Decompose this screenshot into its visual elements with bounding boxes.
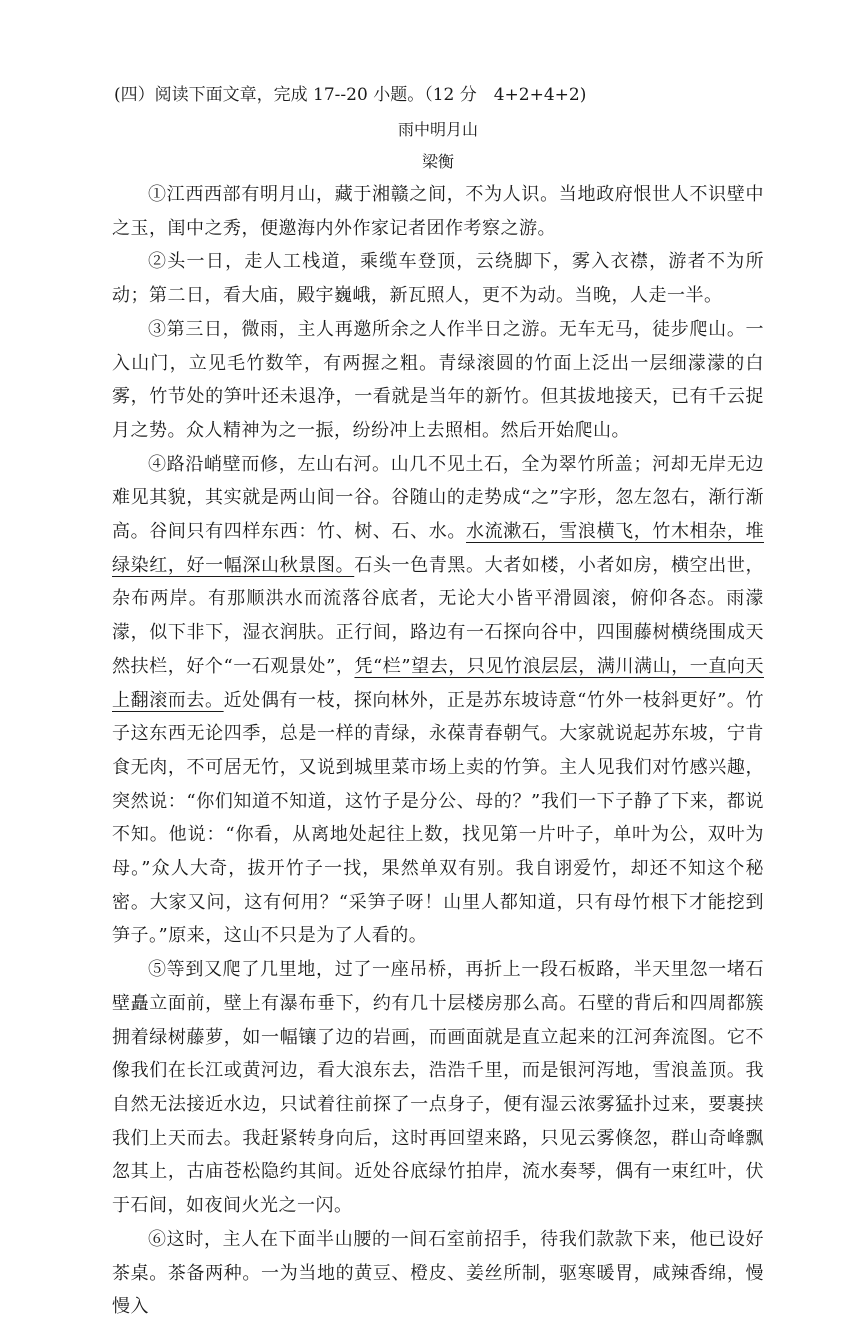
paragraph-text: ①江西西部有明月山，藏于湘赣之间，不为人识。当地政府恨世人不识壁中之玉，闺中之秀，便邀海内外作家记者团作考察之游。 bbox=[112, 184, 764, 239]
underlined-sentence: 凭“栏”望去，只见竹浪层层，满川满山，一直向天上翻滚而去。 bbox=[112, 655, 764, 711]
question-header: (四）阅读下面文章，完成 17--20 小题。（12 分 4+2+4+2) bbox=[114, 85, 587, 105]
paragraph-text: ③第三日，微雨，主人再邀所余之人作半日之游。无车无马，徒步爬山。一入山门，立见毛竹数竿，有两握之粗。青绿滚圆的竹面上泛出一层细濛濛的白雾，竹节处的笋叶还未退净，一看就是当年的新竹。但其拔地接天，已有千云捉月之势。众人精神为之一振，纷纷冲上去照相。然后开始爬山。 bbox=[112, 318, 764, 441]
paragraph-3 bbox=[112, 313, 764, 448]
article-body bbox=[112, 178, 764, 1324]
paragraph-4 bbox=[112, 448, 764, 954]
paragraph-text: ②头一日，走人工栈道，乘缆车登顶，云绕脚下，雾入衣襟，游者不为所动；第二日，看大庙，殿宇巍峨，新瓦照人，更不为动。当晚，人走一半。 bbox=[112, 251, 764, 307]
article-title: 雨中明月山 bbox=[397, 120, 478, 139]
paragraph-text: ⑥这时，主人在下面半山腰的一间石室前招手，待我们款款下来，他已设好茶桌。茶备两种。一为当地的黄豆、橙皮、姜丝所制，驱寒暖胃，咸辣香绵，慢慢入 bbox=[112, 1228, 764, 1318]
paragraph-1 bbox=[112, 178, 764, 245]
paragraph-text: ④路沿峭壁而修，左山右河。山几不见土石，全为翠竹所盖；河却无岸无边难见其貌，其实就是两山间一谷。谷随山的走势成“之”字形，忽左忽右，渐行渐高。谷间只有四样东西：竹、树、石、水。 bbox=[112, 453, 764, 543]
underlined-sentence: 水流漱石，雪浪横飞，竹木相杂，堆绿染红，好一幅深山秋景图。 bbox=[112, 521, 764, 576]
paragraph-text: 近处偶有一枝，探向林外，正是苏东坡诗意“竹外一枝斜更好”。竹子这东西无论四季，总是一样的青绿，永葆青春朝气。大家就说起苏东坡，宁肯食无肉，不可居无竹，又说到城里菜市场上卖的竹笋。主人见我们对竹感兴趣，突然说：“你们知道不知道，这竹子是分公、母的？”我们一下子静了下来，都说不知。他说：“你看，从离地处起往上数，找见第一片叶子，单叶为公，双叶为母。”众人大奇，拔开竹子一找，果然单双有别。我自诩爱竹，却还不知这个秘密。大家又问，这有何用？“采笋子呀！山里人都知道，只有母竹根下才能挖到笋子。”原来，这山不只是为了人看的。 bbox=[112, 689, 765, 947]
article-author: 梁衡 bbox=[421, 152, 454, 171]
paragraph-6 bbox=[112, 1223, 764, 1324]
paragraph-text: ⑤等到又爬了几里地，过了一座吊桥，再折上一段石板路，半天里忽一堵石壁矗立面前，壁上有瀑布垂下，约有几十层楼房那么高。石壁的背后和四周都簇拥着绿树藤萝，如一幅镶了边的岩画，而画面就是直立起来的江河奔流图。它不像我们在长江或黄河边，看大浪东去，浩浩千里，而是银河泻地，雪浪盖顶。我自然无法接近水边，只试着往前探了一点身子，便有湿云浓雾猛扑过来，要裹挟我们上天而去。我赶紧转身向后，这时再回望来路，只见云雾倏忽，群山奇峰飘忽其上，古庙苍松隐约其间。近处谷底绿竹拍岸，流水奏琴，偶有一束红叶，伏于石间，如夜间火光之一闪。 bbox=[112, 959, 764, 1217]
paragraph-2 bbox=[112, 245, 764, 312]
paragraph-text: 石头一色青黑。大者如楼，小者如房，横空出世，杂布两岸。有那顺洪水而流落谷底者，无论大小皆平滑圆滚，俯仰各态。雨濛濛，似下非下，湿衣润肤。正行间，路边有一石探向谷中，四围藤树横绕围成天然扶栏，好个“一石观景处”， bbox=[112, 554, 765, 677]
paragraph-5 bbox=[112, 953, 764, 1223]
